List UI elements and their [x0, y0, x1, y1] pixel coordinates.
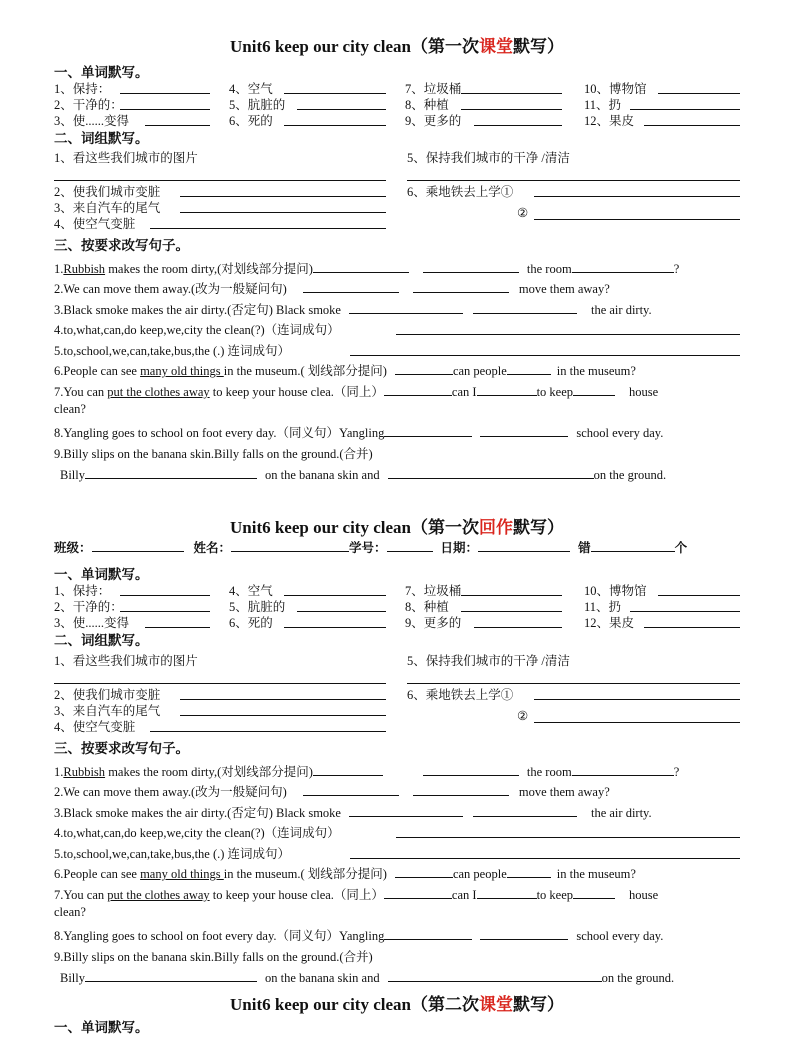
word-item: 3、使......变得	[54, 616, 130, 630]
sentence-2: 2.We can move them away.(改为一般疑问句) move them away?	[54, 785, 610, 799]
word-item: 1、保持：	[54, 82, 111, 96]
answer-blank[interactable]	[474, 125, 562, 126]
answer-blank[interactable]	[644, 627, 740, 628]
answer-blank[interactable]	[350, 858, 740, 859]
word-item: 5、肮脏的	[229, 98, 286, 112]
answer-blank[interactable]	[407, 683, 740, 684]
word-item: 10、博物馆	[584, 584, 647, 598]
phrase-item: 2、使我们城市变脏	[54, 688, 161, 702]
answer-blank[interactable]	[534, 196, 740, 197]
sentence-1: 1.Rubbish makes the room dirty,(对划线部分提问) the room ?	[54, 262, 680, 276]
phrase-item: 5、保持我们城市的干净 /清洁	[407, 151, 570, 165]
sentence-3: 3.Black smoke makes the air dirty.(否定句) Black smoke the air dirty.	[54, 806, 652, 820]
part1-heading: 一、单词默写。	[54, 1020, 149, 1035]
section2-title: Unit6 keep our city clean（第一次回作默写）	[229, 518, 564, 537]
word-item: 11、扔	[584, 98, 622, 112]
answer-blank[interactable]	[630, 109, 740, 110]
part2-heading: 二、词组默写。	[54, 633, 149, 648]
sentence-1: 1.Rubbish makes the room dirty,(对划线部分提问) the room ?	[54, 765, 680, 779]
sentence-8: 8.Yangling goes to school on foot every day.（同义句）Yangling school every day.	[54, 426, 664, 440]
phrase-item: 3、来自汽车的尾气	[54, 704, 161, 718]
word-item: 6、死的	[229, 114, 273, 128]
answer-blank[interactable]	[350, 355, 740, 356]
word-item: 4、空气	[229, 82, 273, 96]
word-item: 10、博物馆	[584, 82, 647, 96]
sentence-9-answer: Billy on the banana skin and on the ground.	[60, 971, 675, 985]
word-item: 7、垃圾桶	[405, 82, 462, 96]
answer-blank[interactable]	[284, 125, 386, 126]
part3-heading: 三、按要求改写句子。	[54, 238, 189, 253]
sentence-7: 7.You can put the clothes away to keep your house clea.（同上） can I to keep house	[54, 888, 659, 902]
answer-blank[interactable]	[145, 125, 210, 126]
sentence-7: 7.You can put the clothes away to keep your house clea.（同上） can I to keep house	[54, 385, 659, 399]
word-item: 11、扔	[584, 600, 622, 614]
answer-blank[interactable]	[461, 93, 562, 94]
word-item: 1、保持：	[54, 584, 111, 598]
answer-blank[interactable]	[396, 837, 740, 838]
part2-heading: 二、词组默写。	[54, 131, 149, 146]
answer-blank[interactable]	[180, 699, 386, 700]
sentence-7-cont: clean?	[54, 402, 86, 416]
answer-blank[interactable]	[54, 683, 386, 684]
answer-blank[interactable]	[180, 212, 386, 213]
answer-blank[interactable]	[461, 109, 562, 110]
word-item: 12、果皮	[584, 616, 635, 630]
sentence-6: 6.People can see many old things in the museum.( 划线部分提问) can people in the museum?	[54, 867, 636, 881]
sentence-5: 5.to,school,we,can,take,bus,the (.) 连词成句）	[54, 847, 291, 861]
word-item: 8、种植	[405, 98, 449, 112]
answer-blank[interactable]	[534, 219, 740, 220]
answer-blank[interactable]	[150, 228, 386, 229]
word-item: 2、干净的：	[54, 98, 123, 112]
answer-blank[interactable]	[145, 627, 210, 628]
answer-blank[interactable]	[120, 595, 210, 596]
answer-blank[interactable]	[284, 93, 386, 94]
word-item: 5、肮脏的	[229, 600, 286, 614]
word-item: 9、更多的	[405, 616, 462, 630]
phrase-item: 4、使空气变脏	[54, 720, 136, 734]
answer-blank[interactable]	[120, 109, 210, 110]
sentence-3: 3.Black smoke makes the air dirty.(否定句) Black smoke the air dirty.	[54, 303, 652, 317]
answer-blank[interactable]	[120, 93, 210, 94]
answer-blank[interactable]	[630, 611, 740, 612]
answer-blank[interactable]	[461, 595, 562, 596]
student-info-row: 班级： 姓名： 学号： 日期： 错 个	[54, 541, 688, 555]
phrase-item: 5、保持我们城市的干净 /清洁	[407, 654, 570, 668]
phrase-item: ②	[517, 709, 529, 723]
word-item: 9、更多的	[405, 114, 462, 128]
phrase-item: 3、来自汽车的尾气	[54, 201, 161, 215]
word-item: 6、死的	[229, 616, 273, 630]
sentence-4: 4.to,what,can,do keep,we,city the clean(?)（连词成句）	[54, 323, 340, 337]
answer-blank[interactable]	[534, 722, 740, 723]
sentence-2: 2.We can move them away.(改为一般疑问句) move them away?	[54, 282, 610, 296]
answer-blank[interactable]	[150, 731, 386, 732]
answer-blank[interactable]	[120, 611, 210, 612]
word-item: 7、垃圾桶	[405, 584, 462, 598]
answer-blank[interactable]	[407, 180, 740, 181]
word-item: 4、空气	[229, 584, 273, 598]
sentence-4: 4.to,what,can,do keep,we,city the clean(?)（连词成句）	[54, 826, 340, 840]
sentence-8: 8.Yangling goes to school on foot every day.（同义句）Yangling school every day.	[54, 929, 664, 943]
answer-blank[interactable]	[644, 125, 740, 126]
answer-blank[interactable]	[180, 715, 386, 716]
phrase-item: 1、看这些我们城市的图片	[54, 654, 198, 668]
word-item: 3、使......变得	[54, 114, 130, 128]
sentence-9: 9.Billy slips on the banana skin.Billy falls on the ground.(合并)	[54, 447, 373, 461]
answer-blank[interactable]	[658, 93, 740, 94]
sentence-7-cont: clean?	[54, 905, 86, 919]
section1-title: Unit6 keep our city clean（第一次课堂默写）	[229, 37, 564, 56]
phrase-item: 4、使空气变脏	[54, 217, 136, 231]
section3-title: Unit6 keep our city clean（第二次课堂默写）	[229, 995, 564, 1014]
phrase-item: 1、看这些我们城市的图片	[54, 151, 198, 165]
word-item: 12、果皮	[584, 114, 635, 128]
phrase-item: 6、乘地铁去上学①	[407, 688, 514, 702]
answer-blank[interactable]	[180, 196, 386, 197]
part1-heading: 一、单词默写。	[54, 567, 149, 582]
word-item: 8、种植	[405, 600, 449, 614]
sentence-9-answer: Billy on the banana skin and on the ground.	[60, 468, 667, 482]
phrase-item: 6、乘地铁去上学①	[407, 185, 514, 199]
answer-blank[interactable]	[284, 627, 386, 628]
phrase-item: 2、使我们城市变脏	[54, 185, 161, 199]
answer-blank[interactable]	[297, 611, 386, 612]
answer-blank[interactable]	[54, 180, 386, 181]
answer-blank[interactable]	[658, 595, 740, 596]
sentence-5: 5.to,school,we,can,take,bus,the (.) 连词成句）	[54, 344, 291, 358]
word-item: 2、干净的：	[54, 600, 123, 614]
answer-blank[interactable]	[396, 334, 740, 335]
answer-blank[interactable]	[461, 611, 562, 612]
answer-blank[interactable]	[297, 109, 386, 110]
part1-heading: 一、单词默写。	[54, 65, 149, 80]
sentence-9: 9.Billy slips on the banana skin.Billy falls on the ground.(合并)	[54, 950, 373, 964]
sentence-6: 6.People can see many old things in the museum.( 划线部分提问) can people in the museum?	[54, 364, 636, 378]
answer-blank[interactable]	[534, 699, 740, 700]
part3-heading: 三、按要求改写句子。	[54, 741, 189, 756]
answer-blank[interactable]	[284, 595, 386, 596]
answer-blank[interactable]	[474, 627, 562, 628]
phrase-item: ②	[517, 206, 529, 220]
